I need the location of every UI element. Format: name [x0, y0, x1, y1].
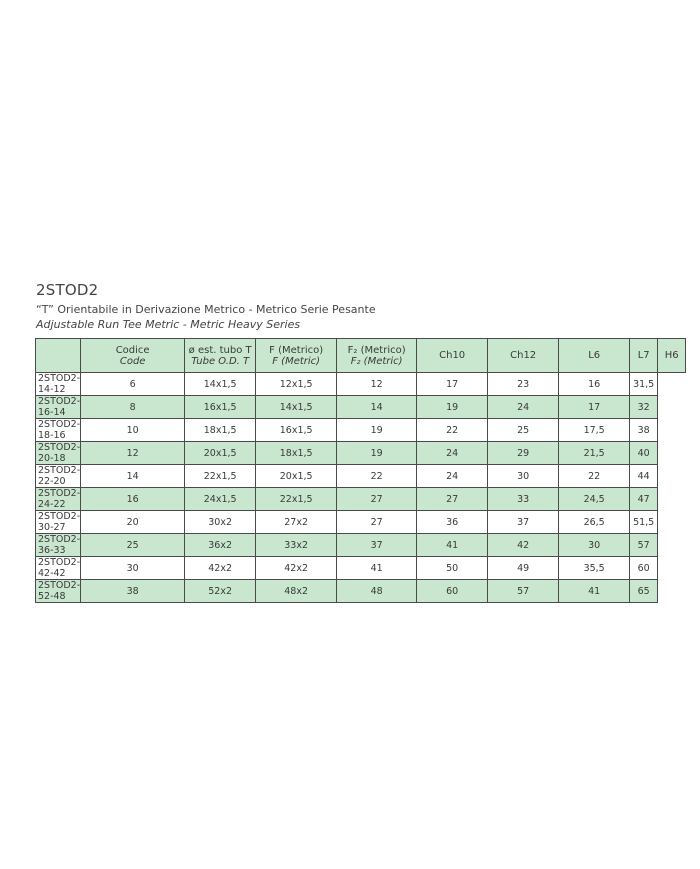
cell-ch10: 41: [337, 557, 417, 580]
cell-code: 2STOD2-22-20: [36, 465, 81, 488]
cell-code: 2STOD2-30-27: [36, 511, 81, 534]
cell-f2: 12x1,5: [256, 373, 337, 396]
header-code-it: Codice: [115, 344, 150, 356]
cell-f2: 16x1,5: [256, 419, 337, 442]
cell-l6: 24: [488, 396, 559, 419]
cell-ch10: 27: [337, 511, 417, 534]
cell-l6: 42: [488, 534, 559, 557]
header-f: [256, 339, 337, 373]
header-tube-it: ø est. tubo T: [188, 344, 252, 356]
cell-tube: 16: [81, 488, 185, 511]
cell-tube: 10: [81, 419, 185, 442]
cell-code: 2STOD2-18-16: [36, 419, 81, 442]
cell-l7: 17,5: [559, 419, 630, 442]
cell-code: 2STOD2-16-14: [36, 396, 81, 419]
cell-ch12: 19: [417, 396, 488, 419]
cell-tube: 12: [81, 442, 185, 465]
cell-l7: 17: [559, 396, 630, 419]
table-row: [36, 396, 686, 419]
cell-l7: 22: [559, 465, 630, 488]
cell-tube: 8: [81, 396, 185, 419]
product-table: [35, 338, 686, 603]
cell-f2: 18x1,5: [256, 442, 337, 465]
cell-f2: 27x2: [256, 511, 337, 534]
cell-ch10: 14: [337, 396, 417, 419]
cell-f: 42x2: [185, 557, 256, 580]
cell-tube: 20: [81, 511, 185, 534]
subtitle-english: Adjustable Run Tee Metric - Metric Heavy Series: [36, 318, 301, 331]
header-h6: H6: [658, 339, 686, 373]
cell-l7: 26,5: [559, 511, 630, 534]
header-f-it: F (Metrico): [269, 344, 324, 356]
cell-ch12: 17: [417, 373, 488, 396]
cell-l6: 25: [488, 419, 559, 442]
cell-tube: 14: [81, 465, 185, 488]
cell-code: 2STOD2-20-18: [36, 442, 81, 465]
cell-l7: 35,5: [559, 557, 630, 580]
side-band: [36, 339, 81, 373]
header-f2-it: F₂ (Metrico): [347, 344, 406, 356]
table-row: [36, 534, 686, 557]
cell-f: 20x1,5: [185, 442, 256, 465]
cell-h6: 47: [630, 488, 658, 511]
cell-h6: 32: [630, 396, 658, 419]
cell-l6: 57: [488, 580, 559, 603]
table-row: [36, 465, 686, 488]
table-row: [36, 580, 686, 603]
cell-h6: 60: [630, 557, 658, 580]
cell-code: 2STOD2-52-48: [36, 580, 81, 603]
cell-ch12: 22: [417, 419, 488, 442]
cell-h6: 40: [630, 442, 658, 465]
cell-f2: 14x1,5: [256, 396, 337, 419]
table-row: [36, 373, 686, 396]
header-f2-en: F₂ (Metric): [350, 355, 403, 367]
cell-l7: 21,5: [559, 442, 630, 465]
cell-f: 16x1,5: [185, 396, 256, 419]
cell-ch10: 12: [337, 373, 417, 396]
header-l6: L6: [559, 339, 630, 373]
cell-ch12: 50: [417, 557, 488, 580]
cell-f2: 20x1,5: [256, 465, 337, 488]
product-table-container: [35, 338, 686, 603]
cell-f: 22x1,5: [185, 465, 256, 488]
header-tube: [185, 339, 256, 373]
cell-ch12: 60: [417, 580, 488, 603]
cell-tube: 30: [81, 557, 185, 580]
cell-ch12: 27: [417, 488, 488, 511]
cell-f: 18x1,5: [185, 419, 256, 442]
cell-ch12: 41: [417, 534, 488, 557]
header-ch12: Ch12: [488, 339, 559, 373]
cell-h6: 57: [630, 534, 658, 557]
cell-f2: 33x2: [256, 534, 337, 557]
cell-ch12: 36: [417, 511, 488, 534]
table-row: [36, 511, 686, 534]
header-l7: L7: [630, 339, 658, 373]
cell-l6: 49: [488, 557, 559, 580]
cell-f: 36x2: [185, 534, 256, 557]
cell-ch10: 19: [337, 419, 417, 442]
cell-ch10: 19: [337, 442, 417, 465]
cell-f2: 42x2: [256, 557, 337, 580]
cell-l6: 30: [488, 465, 559, 488]
table-row: [36, 557, 686, 580]
cell-code: 2STOD2-36-33: [36, 534, 81, 557]
cell-tube: 38: [81, 580, 185, 603]
cell-ch10: 27: [337, 488, 417, 511]
cell-f: 14x1,5: [185, 373, 256, 396]
cell-h6: 44: [630, 465, 658, 488]
cell-code: 2STOD2-24-22: [36, 488, 81, 511]
cell-f: 52x2: [185, 580, 256, 603]
cell-l7: 16: [559, 373, 630, 396]
cell-l6: 29: [488, 442, 559, 465]
cell-l6: 23: [488, 373, 559, 396]
header-code-en: Code: [119, 355, 146, 367]
page-title: 2STOD2: [36, 281, 99, 299]
cell-f2: 22x1,5: [256, 488, 337, 511]
cell-f: 24x1,5: [185, 488, 256, 511]
header-code: [81, 339, 185, 373]
cell-h6: 31,5: [630, 373, 658, 396]
subtitle-italian: “T” Orientabile in Derivazione Metrico - Metrico Serie Pesante: [36, 303, 376, 316]
table-row: [36, 488, 686, 511]
cell-l7: 24,5: [559, 488, 630, 511]
cell-ch10: 48: [337, 580, 417, 603]
header-f2: [337, 339, 417, 373]
cell-tube: 25: [81, 534, 185, 557]
cell-h6: 38: [630, 419, 658, 442]
cell-ch12: 24: [417, 442, 488, 465]
cell-ch12: 24: [417, 465, 488, 488]
cell-f: 30x2: [185, 511, 256, 534]
table-row: [36, 419, 686, 442]
cell-h6: 65: [630, 580, 658, 603]
header-ch10: Ch10: [417, 339, 488, 373]
cell-tube: 6: [81, 373, 185, 396]
cell-h6: 51,5: [630, 511, 658, 534]
header-tube-en: Tube O.D. T: [191, 355, 250, 367]
cell-ch10: 22: [337, 465, 417, 488]
cell-l7: 41: [559, 580, 630, 603]
cell-code: 2STOD2-14-12: [36, 373, 81, 396]
cell-f2: 48x2: [256, 580, 337, 603]
table-header-row: [36, 339, 686, 373]
cell-l6: 33: [488, 488, 559, 511]
cell-ch10: 37: [337, 534, 417, 557]
cell-l6: 37: [488, 511, 559, 534]
cell-code: 2STOD2-42-42: [36, 557, 81, 580]
table-row: [36, 442, 686, 465]
cell-l7: 30: [559, 534, 630, 557]
header-f-en: F (Metric): [272, 355, 321, 367]
